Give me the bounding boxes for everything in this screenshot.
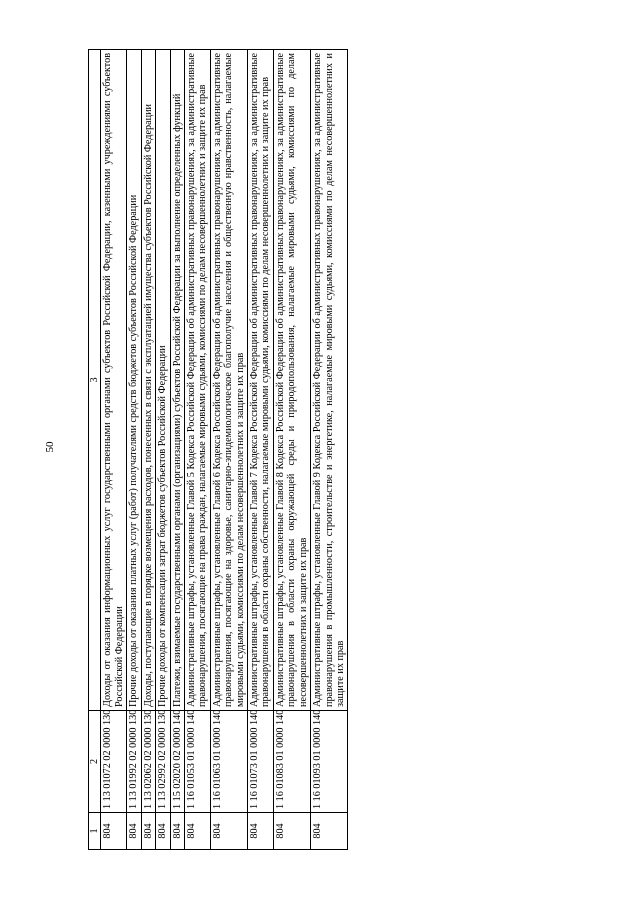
admin-code-cell: 804 — [273, 813, 310, 850]
admin-code-cell: 804 — [101, 813, 127, 850]
budget-code-cell: 1 16 01053 01 0000 140 — [184, 711, 210, 813]
revenue-name-cell: Административные штрафы, установленные Главой 8 Кодекса Российской Федерации об административных правонарушениях, за административные правонарушения в области охраны окружающей среды и природопользования, налагаемые мировыми судьями, комиссиями по делам несовершеннолетних и защите их прав — [273, 50, 310, 711]
admin-code-cell: 804 — [184, 813, 210, 850]
revenue-name-cell: Административные штрафы, установленные Главой 9 Кодекса Российской Федерации об административных правонарушениях, за административные правонарушения в промышленности, строительстве и энергетике, налагаемые мировыми судьями, комиссиями по делам несовершеннолетних и защите их прав — [311, 50, 348, 711]
table-row — [273, 50, 310, 850]
header-col-1: 1 — [89, 813, 101, 850]
admin-code-cell: 804 — [210, 813, 247, 850]
revenue-name-cell: Прочие доходы от оказания платных услуг (работ) получателями средств бюджетов субъектов Российской Федерации — [127, 50, 141, 711]
revenue-name-cell: Административные штрафы, установленные Главой 7 Кодекса Российской Федерации об административных правонарушениях, за административные правонарушения в области охраны собственности, налагаемые мировыми судьями, комиссиями по делам несовершеннолетних и защите их прав — [248, 50, 274, 711]
admin-code-cell: 804 — [170, 813, 184, 850]
budget-code-cell: 1 13 02992 02 0000 130 — [156, 711, 170, 813]
admin-code-cell: 804 — [141, 813, 155, 850]
admin-code-cell: 804 — [127, 813, 141, 850]
admin-code-cell: 804 — [311, 813, 348, 850]
revenue-name-cell: Платежи, взимаемые государственными органами (организациями) субъектов Российской Федерации за выполнение определенных функций — [170, 50, 184, 711]
table-row — [156, 50, 170, 850]
table-row — [101, 50, 127, 850]
budget-code-cell: 1 16 01093 01 0000 140 — [311, 711, 348, 813]
revenue-codes-table — [88, 49, 348, 850]
header-col-3: 3 — [89, 50, 101, 711]
table-row — [311, 50, 348, 850]
revenue-name-cell: Доходы от оказания информационных услуг государственными органами субъектов Российской Федерации, казенными учреждениями субъектов Российской Федерации — [101, 50, 127, 711]
admin-code-cell: 804 — [156, 813, 170, 850]
page-number: 50 — [44, 441, 56, 453]
budget-code-cell: 1 16 01073 01 0000 140 — [248, 711, 274, 813]
table-row — [127, 50, 141, 850]
revenue-name-cell: Прочие доходы от компенсации затрат бюджетов субъектов Российской Федерации — [156, 50, 170, 711]
table-row — [248, 50, 274, 850]
budget-code-cell: 1 13 02062 02 0000 130 — [141, 711, 155, 813]
budget-code-cell: 1 16 01083 01 0000 140 — [273, 711, 310, 813]
table-row — [141, 50, 155, 850]
header-col-2: 2 — [89, 711, 101, 813]
table-row — [184, 50, 210, 850]
budget-code-cell: 1 15 02020 02 0000 140 — [170, 711, 184, 813]
table-row — [210, 50, 247, 850]
table-row — [170, 50, 184, 850]
table-body — [101, 50, 348, 850]
table-header-row — [89, 50, 101, 850]
table-rotated-wrapper — [88, 50, 558, 850]
budget-code-cell: 1 13 01072 02 0000 130 — [101, 711, 127, 813]
revenue-name-cell: Административные штрафы, установленные Главой 6 Кодекса Российской Федерации об административных правонарушениях, за административные правонарушения, посягающие на здоровье, санитарно-эпидемиологическое благополучие населения и общественную нравственность, налагаемые мировыми судьями, комиссиями по делам несовершеннолетних и защите их прав — [210, 50, 247, 711]
admin-code-cell: 804 — [248, 813, 274, 850]
rotated-page-area — [88, 50, 558, 850]
revenue-name-cell: Административные штрафы, установленные Главой 5 Кодекса Российской Федерации об административных правонарушениях, за административные правонарушения, посягающие на права граждан, налагаемые мировыми судьями, комиссиями по делам несовершеннолетних и защите их прав — [184, 50, 210, 711]
revenue-name-cell: Доходы, поступающие в порядке возмещения расходов, понесенных в связи с эксплуатацией имущества субъектов Российской Федерации — [141, 50, 155, 711]
budget-code-cell: 1 13 01992 02 0000 130 — [127, 711, 141, 813]
budget-code-cell: 1 16 01063 01 0000 140 — [210, 711, 247, 813]
